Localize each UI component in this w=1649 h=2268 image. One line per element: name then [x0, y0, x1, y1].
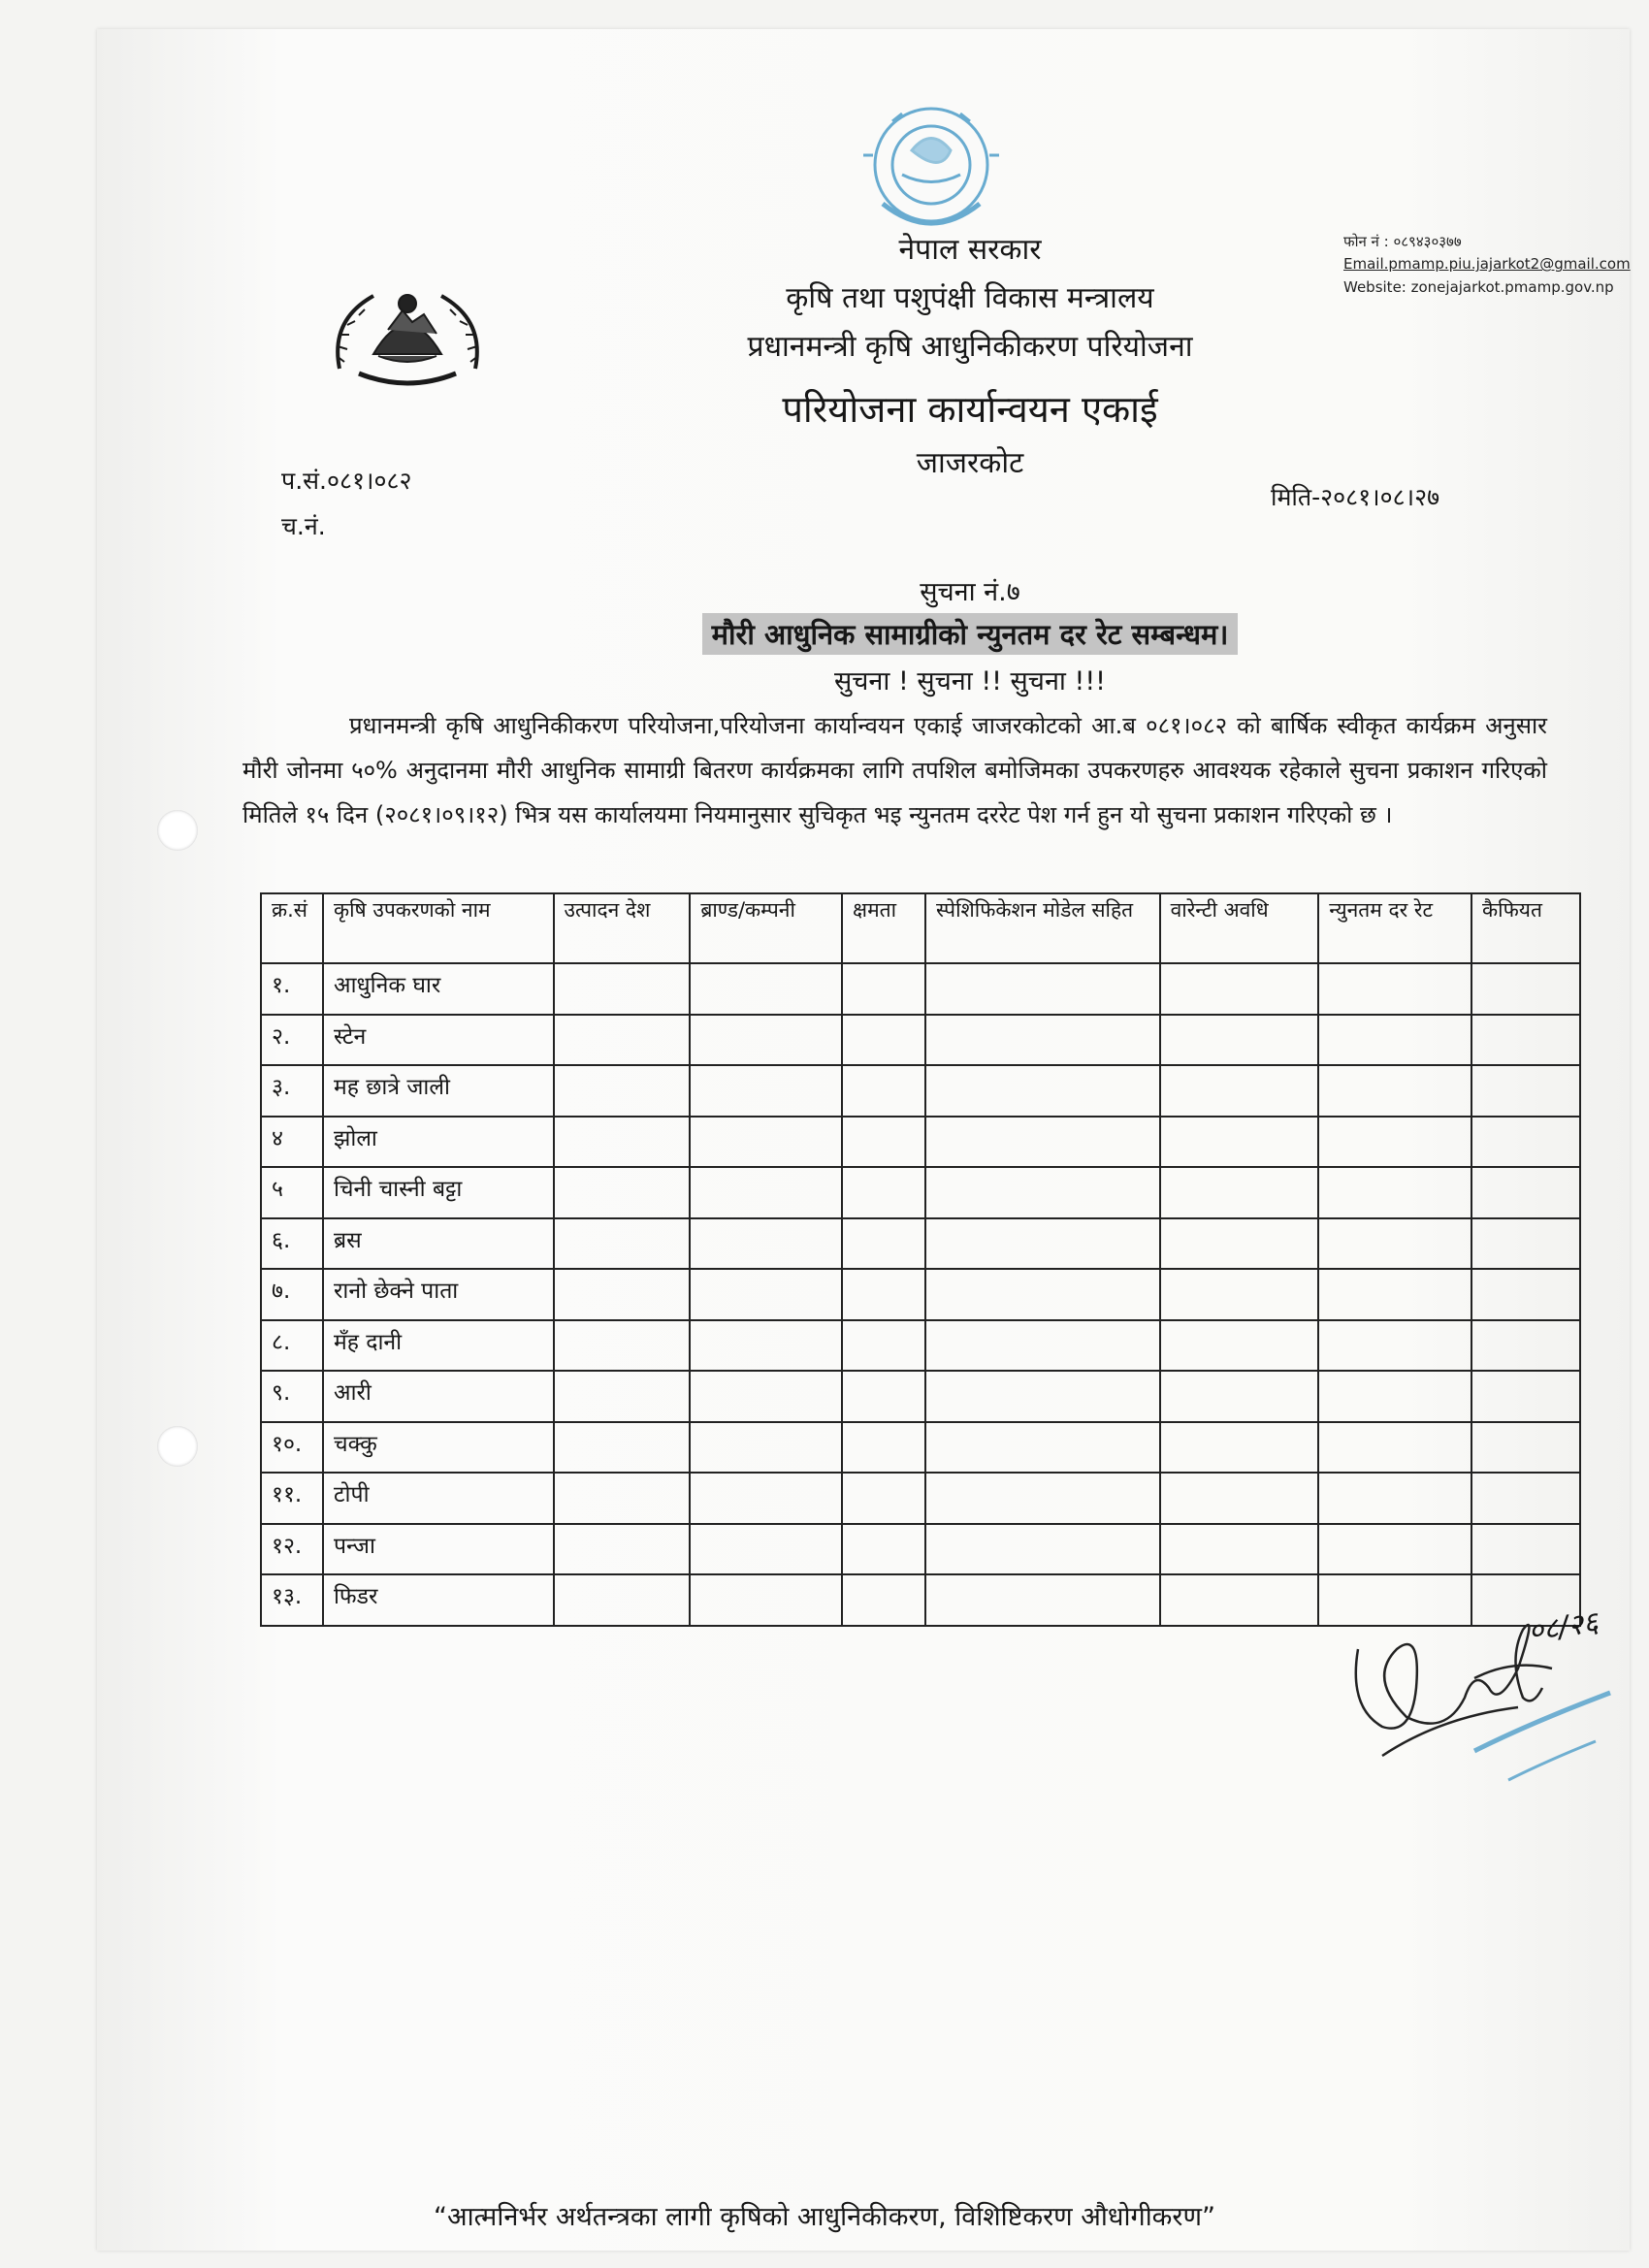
header-specification: स्पेशिफिकेशन मोडेल सहित — [925, 893, 1160, 963]
min-rate-cell — [1318, 1473, 1471, 1524]
brand-cell — [690, 1371, 842, 1422]
brand-cell — [690, 1015, 842, 1066]
table-body — [261, 963, 1580, 1626]
warranty-cell — [1160, 1524, 1319, 1575]
notice-attention: सुचना ! सुचना !! सुचना !!! — [834, 666, 1106, 697]
min-rate-cell — [1318, 1320, 1471, 1372]
contact-block — [1343, 231, 1631, 299]
header-min-rate: न्युनतम दर रेट — [1318, 893, 1471, 963]
punch-hole-top — [157, 810, 198, 851]
equipment-name-cell: मँह दानी — [323, 1320, 554, 1372]
min-rate-cell — [1318, 1371, 1471, 1422]
equipment-name-cell: स्टेन — [323, 1015, 554, 1066]
table-row — [261, 1473, 1580, 1524]
equipment-table — [260, 892, 1581, 1627]
min-rate-cell — [1318, 1167, 1471, 1218]
table-header-row — [261, 893, 1580, 963]
equipment-name-cell: झोला — [323, 1117, 554, 1168]
capacity-cell — [842, 1320, 925, 1372]
header-equipment-name: कृषि उपकरणको नाम — [323, 893, 554, 963]
punch-hole-bottom — [157, 1426, 198, 1467]
specification-cell — [925, 1269, 1160, 1320]
equipment-name-cell: पन्जा — [323, 1524, 554, 1575]
brand-cell — [690, 963, 842, 1015]
equipment-name-cell: चिनी चास्नी बट्टा — [323, 1167, 554, 1218]
warranty-cell — [1160, 963, 1319, 1015]
header-serial: क्र.सं — [261, 893, 323, 963]
table-row — [261, 963, 1580, 1015]
remarks-cell — [1471, 1015, 1580, 1066]
specification-cell — [925, 1015, 1160, 1066]
equipment-name-cell: रानो छेक्ने पाता — [323, 1269, 554, 1320]
origin-country-cell — [554, 1473, 691, 1524]
table-row — [261, 1269, 1580, 1320]
equipment-name-cell: मह छात्रे जाली — [323, 1065, 554, 1117]
government-name: नेपाल सरकार — [898, 233, 1042, 267]
origin-country-cell — [554, 1320, 691, 1372]
brand-cell — [690, 1320, 842, 1372]
header-remarks: कैफियत — [1471, 893, 1580, 963]
serial-cell: ९. — [261, 1371, 323, 1422]
brand-cell — [690, 1422, 842, 1474]
origin-country-cell — [554, 1371, 691, 1422]
serial-cell: ३. — [261, 1065, 323, 1117]
brand-cell — [690, 1574, 842, 1626]
letter-number: प.सं.०८१।०८२ — [281, 467, 412, 495]
notice-body: प्रधानमन्त्री कृषि आधुनिकीकरण परियोजना,परियोजना कार्यान्वयन एकाई जाजरकोटको आ.ब ०८१।०८२ को बार्षिक स्वीकृत कार्यक्रम अनुसार मौरी जोनमा ५०% अनुदानमा मौरी आधुनिक सामाग्री बितरण कार्यक्रमका लागि तपशिल बमोजिमका उपकरणहरु आवश्यक रहेकाले सुचना प्रकाशन गरिएको मितिले १५ दिन (२०८१।०९।१२) भित्र यस कार्यालयमा नियमानुसार सुचिकृत भइ न्युनतम दररेट पेश गर्न हुन यो सुचना प्रकाशन गरिएको छ । — [242, 712, 1547, 828]
specification-cell — [925, 1524, 1160, 1575]
equipment-name-cell: ब्रस — [323, 1218, 554, 1270]
footer-slogan: “आत्मनिर्भर अर्थतन्त्रका लागी कृषिको आधुनिकीकरण, विशिष्टिकरण औधोगीकरण” — [434, 2202, 1215, 2232]
header-warranty: वारेन्टी अवधि — [1160, 893, 1319, 963]
capacity-cell — [842, 1117, 925, 1168]
specification-cell — [925, 1117, 1160, 1168]
letter-date: मिति-२०८१।०८।२७ — [1271, 483, 1440, 511]
warranty-cell — [1160, 1117, 1319, 1168]
specification-cell — [925, 1422, 1160, 1474]
origin-country-cell — [554, 1065, 691, 1117]
specification-cell — [925, 1473, 1160, 1524]
capacity-cell — [842, 1524, 925, 1575]
specification-cell — [925, 1065, 1160, 1117]
brand-cell — [690, 1524, 842, 1575]
specification-cell — [925, 1574, 1160, 1626]
capacity-cell — [842, 1015, 925, 1066]
remarks-cell — [1471, 1320, 1580, 1372]
serial-cell: ६. — [261, 1218, 323, 1270]
capacity-cell — [842, 1065, 925, 1117]
warranty-cell — [1160, 1574, 1319, 1626]
specification-cell — [925, 1320, 1160, 1372]
serial-cell: १२. — [261, 1524, 323, 1575]
project-name: प्रधानमन्त्री कृषि आधुनिकीकरण परियोजना — [747, 330, 1193, 364]
unit-name: परियोजना कार्यान्वयन एकाई — [782, 388, 1158, 431]
email-address: Email.pmamp.piu.jajarkot2@gmail.com — [1343, 255, 1631, 274]
remarks-cell — [1471, 963, 1580, 1015]
notice-subject: मौरी आधुनिक सामाग्रीको न्युनतम दर रेट सम्बन्धम। — [702, 613, 1239, 655]
origin-country-cell — [554, 1218, 691, 1270]
brand-cell — [690, 1473, 842, 1524]
remarks-cell — [1471, 1473, 1580, 1524]
warranty-cell — [1160, 1473, 1319, 1524]
origin-country-cell — [554, 1422, 691, 1474]
equipment-name-cell: टोपी — [323, 1473, 554, 1524]
min-rate-cell — [1318, 1218, 1471, 1270]
capacity-cell — [842, 1371, 925, 1422]
origin-country-cell — [554, 963, 691, 1015]
ministry-name: कृषि तथा पशुपंक्षी विकास मन्त्रालय — [786, 281, 1154, 315]
equipment-name-cell: आधुनिक घार — [323, 963, 554, 1015]
brand-cell — [690, 1269, 842, 1320]
min-rate-cell — [1318, 1065, 1471, 1117]
remarks-cell — [1471, 1371, 1580, 1422]
specification-cell — [925, 1167, 1160, 1218]
table-row — [261, 1065, 1580, 1117]
header-origin-country: उत्पादन देश — [554, 893, 691, 963]
serial-cell: ४ — [261, 1117, 323, 1168]
serial-cell: १. — [261, 963, 323, 1015]
min-rate-cell — [1318, 1117, 1471, 1168]
phone-number: फोन नं : ०८९४३०३७७ — [1343, 233, 1462, 250]
capacity-cell — [842, 1269, 925, 1320]
capacity-cell — [842, 1167, 925, 1218]
origin-country-cell — [554, 1167, 691, 1218]
signature-with-stamp — [1329, 1533, 1639, 1824]
min-rate-cell — [1318, 1422, 1471, 1474]
brand-cell — [690, 1117, 842, 1168]
equipment-name-cell: फिडर — [323, 1574, 554, 1626]
table-row — [261, 1167, 1580, 1218]
warranty-cell — [1160, 1015, 1319, 1066]
remarks-cell — [1471, 1065, 1580, 1117]
handwritten-date: ०८/२६ — [1526, 1605, 1600, 1649]
specification-cell — [925, 1371, 1160, 1422]
equipment-name-cell: आरी — [323, 1371, 554, 1422]
capacity-cell — [842, 1422, 925, 1474]
warranty-cell — [1160, 1167, 1319, 1218]
warranty-cell — [1160, 1065, 1319, 1117]
warranty-cell — [1160, 1320, 1319, 1372]
capacity-cell — [842, 963, 925, 1015]
header-brand: ब्राण्ड/कम्पनी — [690, 893, 842, 963]
dispatch-number: च.नं. — [281, 512, 326, 540]
notice-number: सुचना नं.७ — [920, 577, 1020, 607]
nepal-government-emblem — [320, 276, 495, 407]
table-row — [261, 1015, 1580, 1066]
origin-country-cell — [554, 1524, 691, 1575]
min-rate-cell — [1318, 1269, 1471, 1320]
header-capacity: क्षमता — [842, 893, 925, 963]
remarks-cell — [1471, 1167, 1580, 1218]
specification-cell — [925, 963, 1160, 1015]
serial-cell: २. — [261, 1015, 323, 1066]
office-location: जाजरकोट — [916, 446, 1024, 480]
serial-cell: ८. — [261, 1320, 323, 1372]
remarks-cell — [1471, 1422, 1580, 1474]
warranty-cell — [1160, 1371, 1319, 1422]
remarks-cell — [1471, 1218, 1580, 1270]
table-row — [261, 1371, 1580, 1422]
office-seal-stamp — [844, 97, 1018, 243]
brand-cell — [690, 1065, 842, 1117]
capacity-cell — [842, 1473, 925, 1524]
serial-cell: १३. — [261, 1574, 323, 1626]
table-row — [261, 1422, 1580, 1474]
serial-cell: ७. — [261, 1269, 323, 1320]
table-row — [261, 1320, 1580, 1372]
remarks-cell — [1471, 1117, 1580, 1168]
website: Website: zonejajarkot.pmamp.gov.np — [1343, 277, 1614, 296]
serial-cell: १०. — [261, 1422, 323, 1474]
origin-country-cell — [554, 1574, 691, 1626]
origin-country-cell — [554, 1015, 691, 1066]
serial-cell: ५ — [261, 1167, 323, 1218]
table-row — [261, 1117, 1580, 1168]
warranty-cell — [1160, 1422, 1319, 1474]
warranty-cell — [1160, 1269, 1319, 1320]
specification-cell — [925, 1218, 1160, 1270]
min-rate-cell — [1318, 1015, 1471, 1066]
origin-country-cell — [554, 1117, 691, 1168]
min-rate-cell — [1318, 963, 1471, 1015]
brand-cell — [690, 1167, 842, 1218]
warranty-cell — [1160, 1218, 1319, 1270]
capacity-cell — [842, 1574, 925, 1626]
equipment-name-cell: चक्कु — [323, 1422, 554, 1474]
serial-cell: ११. — [261, 1473, 323, 1524]
capacity-cell — [842, 1218, 925, 1270]
brand-cell — [690, 1218, 842, 1270]
table-row — [261, 1218, 1580, 1270]
remarks-cell — [1471, 1269, 1580, 1320]
origin-country-cell — [554, 1269, 691, 1320]
